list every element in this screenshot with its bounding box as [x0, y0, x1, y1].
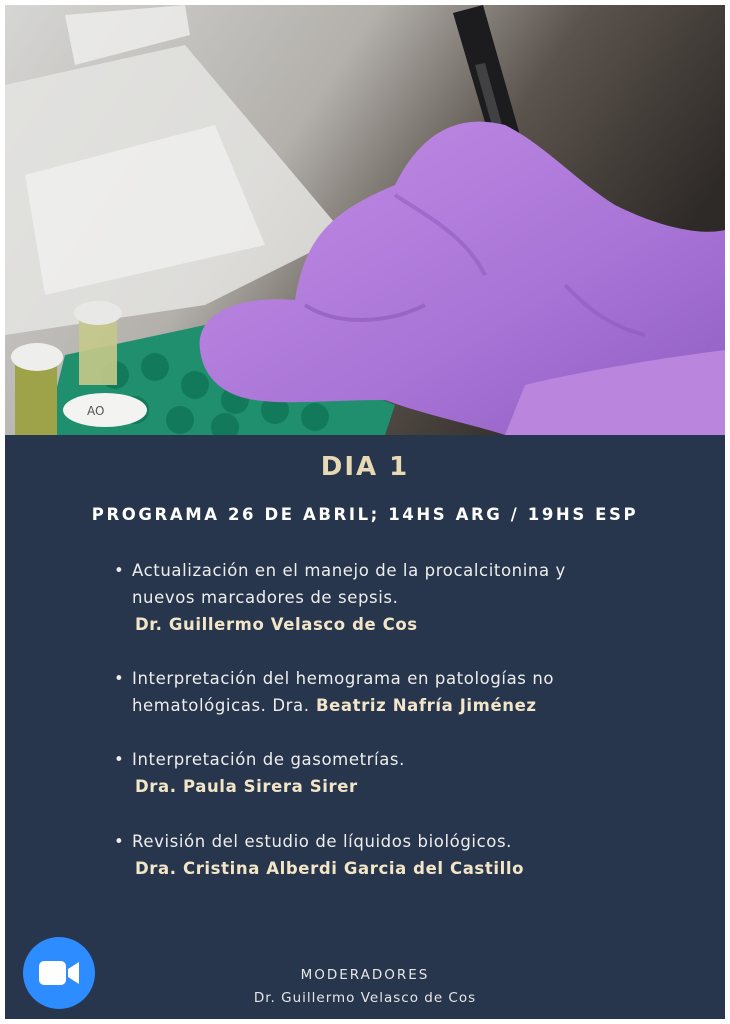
topic-text-line1: Interpretación del hemograma en patologías no — [132, 669, 555, 688]
topic-text-line1: Revisión del estudio de líquidos biológicos. — [132, 832, 512, 851]
speaker-name: Dra. Cristina Alberdi Garcia del Castillo — [135, 859, 525, 878]
bullet-icon: • — [114, 669, 125, 688]
topic-text-line1: Actualización en el manejo de la procalcitonina y — [132, 561, 566, 580]
moderators-label: MODERADORES — [300, 967, 430, 983]
svg-text:AO: AO — [87, 404, 105, 418]
speaker-name: Dra. Paula Sirera Sirer — [135, 777, 358, 796]
event-flyer — [5, 5, 725, 1019]
topic-text-line2: hematológicas. D — [132, 696, 286, 715]
topic-item — [110, 557, 566, 638]
topic-item — [110, 746, 405, 800]
bullet-icon: • — [114, 750, 125, 769]
bullet-icon: • — [114, 561, 125, 580]
speaker-name: Beatriz Nafría Jiménez — [309, 696, 537, 715]
topic-item — [110, 828, 524, 882]
day-title: DIA 1 — [320, 452, 410, 482]
speaker-prefix: ra. — [285, 696, 310, 715]
lab-gloves-pen-photo — [5, 5, 725, 435]
topic-item — [110, 665, 554, 719]
moderator-name: Dr. Guillermo Velasco de Cos — [253, 990, 477, 1006]
topic-text-line1: Interpretación de gasometrías. — [132, 750, 405, 769]
program-date-line: PROGRAMA 26 DE ABRIL; 14HS ARG / 19HS ESP — [91, 505, 639, 524]
speaker-name: Dr. Guillermo Velasco de Cos — [135, 615, 418, 634]
topic-text-line2: nuevos marcadores de sepsis. — [132, 588, 399, 607]
bullet-icon: • — [114, 832, 125, 851]
lab-photo — [5, 5, 725, 435]
